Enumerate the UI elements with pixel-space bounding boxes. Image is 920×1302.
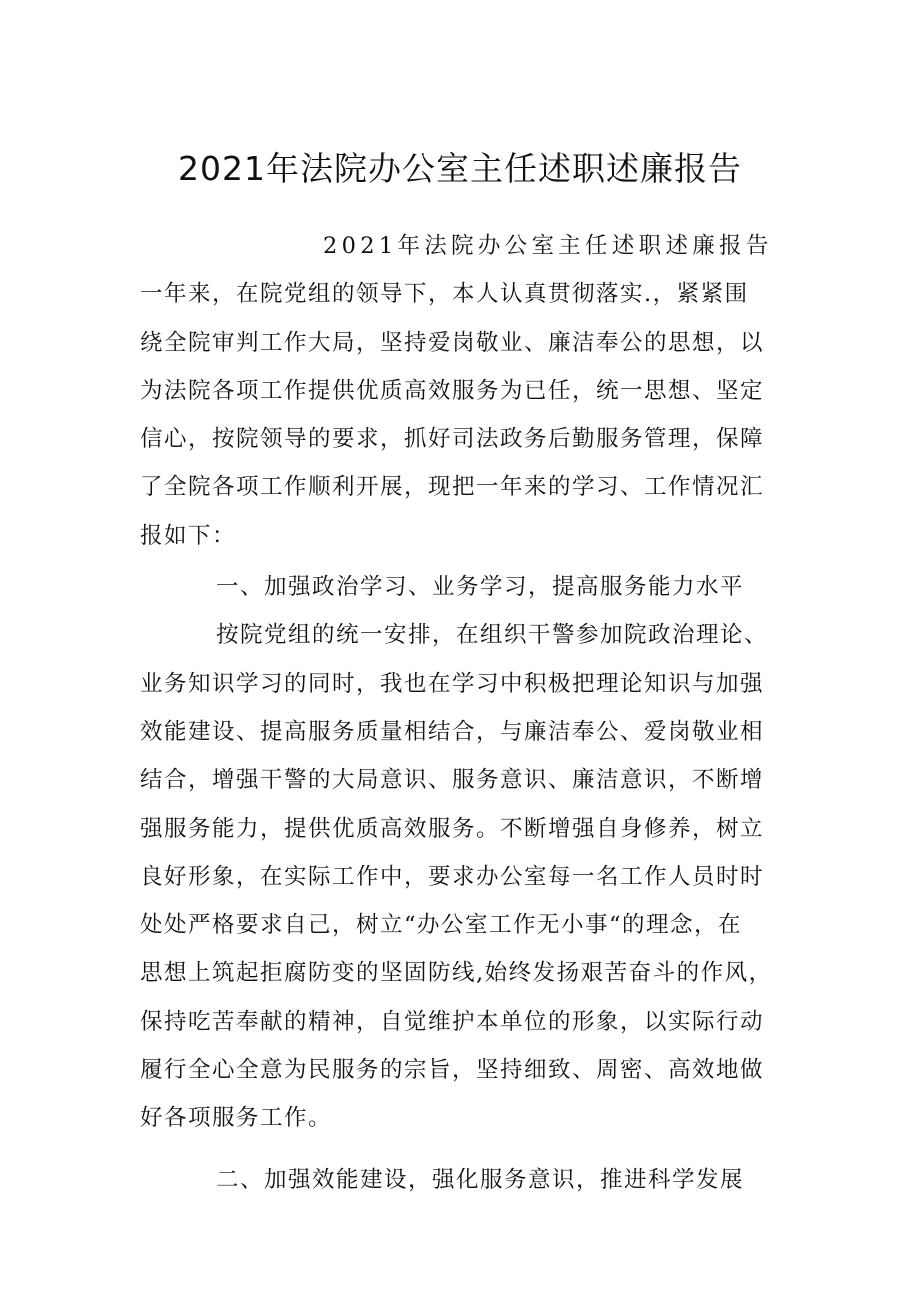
paragraph-line: 绕全院审判工作大局，坚持爱岗敬业、廉洁奉公的思想，以 — [140, 329, 765, 356]
section-heading: 二、加强效能建设，强化服务意识，推进科学发展 — [216, 1166, 745, 1193]
paragraph-line: 好各项服务工作。 — [140, 1105, 333, 1132]
paragraph-line: 为法院各项工作提供优质高效服务为已任，统一思想、坚定 — [140, 377, 765, 404]
paragraph-line: 保持吃苦奉献的精神，自觉维护本单位的形象，以实际行动 — [140, 1008, 765, 1035]
section-heading: 一、加强政治学习、业务学习，提高服务能力水平 — [216, 574, 745, 601]
paragraph-line: 结合，增强干警的大局意识、服务意识、廉洁意识，不断增 — [140, 767, 765, 794]
paragraph-line: 强服务能力，提供优质高效服务。不断增强自身修养，树立 — [140, 815, 765, 842]
paragraph-line: 按院党组的统一安排，在组织干警参加院政治理论、 — [216, 622, 769, 649]
document-title: 2021年法院办公室主任述职述廉报告 — [178, 149, 742, 188]
paragraph-line: 业务知识学习的同时，我也在学习中积极把理论知识与加强 — [140, 670, 765, 697]
paragraph-line: 2021年法院办公室主任述职述廉报告 — [323, 233, 773, 259]
paragraph-line: 处处严格要求自己，树立“办公室工作无小事“的理念，在 — [140, 912, 743, 939]
paragraph-line: 良好形象，在实际工作中，要求办公室每一名工作人员时时 — [140, 863, 765, 890]
document-body — [140, 222, 783, 1204]
paragraph-line: 思想上筑起拒腐防变的坚固防线,始终发扬艰苦奋斗的作风， — [140, 960, 773, 987]
paragraph-line: 报如下： — [140, 522, 237, 549]
paragraph-line: 了全院各项工作顺利开展，现把一年来的学习、工作情况汇 — [140, 474, 765, 501]
paragraph-line: 一年来，在院党组的领导下，本人认真贯彻落实.，紧紧围 — [140, 281, 749, 308]
paragraph-line: 信心，按院领导的要求，抓好司法政务后勤服务管理，保障 — [140, 426, 765, 453]
paragraph-line: 履行全心全意为民服务的宗旨，坚持细致、周密、高效地做 — [140, 1057, 765, 1084]
paragraph-line: 效能建设、提高服务质量相结合，与廉洁奉公、爱岗敬业相 — [140, 718, 765, 745]
